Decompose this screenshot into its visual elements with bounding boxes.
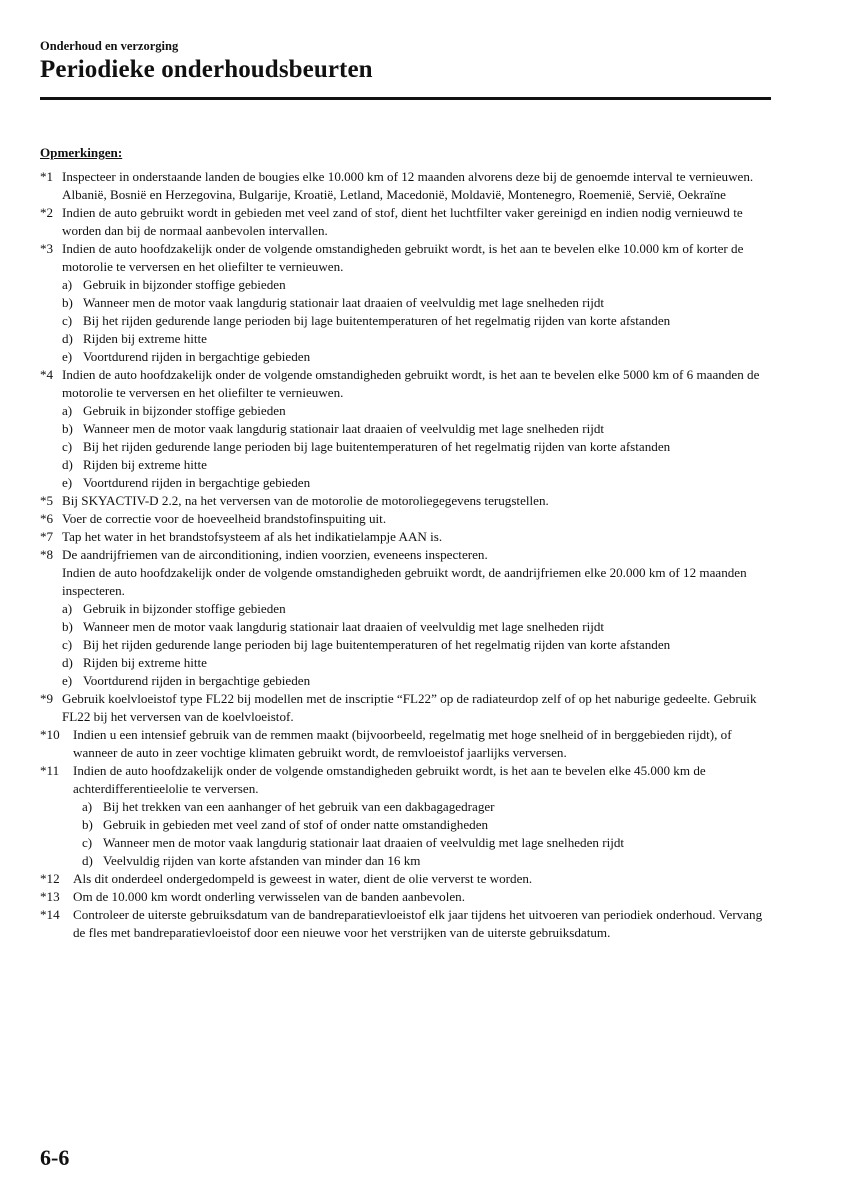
note-marker: *13 bbox=[40, 889, 60, 904]
condition-letter: e) bbox=[62, 673, 73, 688]
condition-text: Bij het rijden gedurende lange perioden bij lage buitentemperaturen of het regelmatig rijden van korte afstanden bbox=[83, 313, 671, 328]
condition-text: Gebruik in bijzonder stoffige gebieden bbox=[83, 277, 286, 292]
condition-text: Voortdurend rijden in bergachtige gebieden bbox=[83, 475, 311, 490]
condition-text: Bij het trekken van een aanhanger of het gebruik van een dakbagagedrager bbox=[103, 799, 495, 814]
condition-text: Gebruik in bijzonder stoffige gebieden bbox=[83, 601, 286, 616]
note-text: Indien de auto hoofdzakelijk onder de volgende omstandigheden gebruikt wordt, is het aan te bevelen elke 45.000 km de achterdifferentieelolie te verversen. bbox=[73, 763, 706, 796]
condition-letter: c) bbox=[62, 439, 73, 454]
condition-letter: a) bbox=[62, 403, 73, 418]
condition-list bbox=[82, 798, 775, 870]
note-item bbox=[40, 888, 775, 906]
note-item bbox=[40, 366, 775, 492]
title-divider bbox=[40, 97, 771, 100]
condition-item bbox=[62, 330, 775, 348]
note-item bbox=[40, 870, 775, 888]
condition-item bbox=[62, 294, 775, 312]
note-text: Gebruik koelvloeistof type FL22 bij modellen met de inscriptie “FL22” op de radiateurdop zelf of op het naburige gedeelte. Gebruik FL22 bij het verversen van de koelvloeistof. bbox=[62, 691, 757, 724]
condition-text: Wanneer men de motor vaak langdurig stationair laat draaien of veelvuldig met lage snelheden rijdt bbox=[83, 295, 605, 310]
condition-item bbox=[62, 420, 775, 438]
note-marker: *4 bbox=[40, 367, 54, 382]
condition-letter: d) bbox=[62, 655, 73, 670]
condition-text: Gebruik in bijzonder stoffige gebieden bbox=[83, 403, 286, 418]
section-label: Onderhoud en verzorging bbox=[40, 39, 179, 53]
note-marker: *12 bbox=[40, 871, 60, 886]
condition-text: Bij het rijden gedurende lange perioden bij lage buitentemperaturen of het regelmatig rijden van korte afstanden bbox=[83, 637, 671, 652]
note-text: Indien de auto hoofdzakelijk onder de volgende omstandigheden gebruikt wordt, is het aan te bevelen elke 10.000 km of korter de motorolie te verversen en het oliefilter te vernieuwen. bbox=[62, 241, 744, 274]
note-item bbox=[40, 510, 775, 528]
condition-text: Wanneer men de motor vaak langdurig stationair laat draaien of veelvuldig met lage snelheden rijdt bbox=[83, 421, 605, 436]
condition-letter: a) bbox=[82, 799, 93, 814]
note-item bbox=[40, 546, 775, 690]
condition-item bbox=[62, 456, 775, 474]
condition-letter: b) bbox=[82, 817, 93, 832]
condition-text: Rijden bij extreme hitte bbox=[83, 655, 207, 670]
note-marker: *7 bbox=[40, 529, 54, 544]
condition-text: Bij het rijden gedurende lange perioden bij lage buitentemperaturen of het regelmatig rijden van korte afstanden bbox=[83, 439, 671, 454]
condition-item bbox=[62, 402, 775, 420]
note-item bbox=[40, 762, 775, 870]
condition-item bbox=[62, 672, 775, 690]
condition-item bbox=[62, 636, 775, 654]
note-item bbox=[40, 528, 775, 546]
note-text: Albanië, Bosnië en Herzegovina, Bulgarije, Kroatië, Letland, Macedonië, Moldavië, Montenegro, Roemenië, Servië, Oekraïne bbox=[62, 187, 726, 202]
note-marker: *6 bbox=[40, 511, 54, 526]
note-text: De aandrijfriemen van de airconditioning, indien voorzien, eveneens inspecteren. bbox=[62, 547, 488, 562]
condition-list bbox=[62, 600, 775, 690]
condition-item bbox=[82, 834, 775, 852]
note-text: Als dit onderdeel ondergedompeld is geweest in water, dient de olie ververst te worden. bbox=[73, 871, 533, 886]
notes-list bbox=[40, 168, 775, 942]
note-item bbox=[40, 690, 775, 726]
note-text: Indien de auto hoofdzakelijk onder de volgende omstandigheden gebruikt wordt, de aandrijfriemen elke 20.000 km of 12 maanden inspecteren. bbox=[62, 565, 747, 598]
condition-letter: b) bbox=[62, 295, 73, 310]
condition-item bbox=[82, 852, 775, 870]
condition-item bbox=[62, 438, 775, 456]
note-text: Indien de auto hoofdzakelijk onder de volgende omstandigheden gebruikt wordt, is het aan te bevelen elke 5000 km of 6 maanden de motorolie te verversen en het oliefilter te vernieuwen. bbox=[62, 367, 760, 400]
condition-letter: c) bbox=[82, 835, 93, 850]
note-marker: *5 bbox=[40, 493, 54, 508]
condition-text: Gebruik in gebieden met veel zand of stof of onder natte omstandigheden bbox=[103, 817, 489, 832]
note-marker: *14 bbox=[40, 907, 60, 922]
condition-letter: a) bbox=[62, 277, 73, 292]
remarks-heading: Opmerkingen: bbox=[40, 145, 123, 160]
condition-item bbox=[62, 312, 775, 330]
condition-item bbox=[62, 618, 775, 636]
note-text: Inspecteer in onderstaande landen de bougies elke 10.000 km of 12 maanden alvorens deze bij de genoemde interval te vernieuwen. bbox=[62, 169, 754, 184]
condition-letter: e) bbox=[62, 475, 73, 490]
condition-item bbox=[62, 600, 775, 618]
note-text: Indien de auto gebruikt wordt in gebieden met veel zand of stof, dient het luchtfilter vaker gereinigd en indien nodig vernieuwd te worden dan bij de normaal aanbevolen intervallen. bbox=[62, 205, 743, 238]
note-marker: *1 bbox=[40, 169, 54, 184]
condition-letter: d) bbox=[82, 853, 93, 868]
note-item bbox=[40, 240, 775, 366]
note-item bbox=[40, 204, 775, 240]
note-text: Bij SKYACTIV-D 2.2, na het verversen van de motorolie de motoroliegegevens terugstellen. bbox=[62, 493, 549, 508]
condition-item bbox=[62, 276, 775, 294]
condition-text: Rijden bij extreme hitte bbox=[83, 331, 207, 346]
note-text: Om de 10.000 km wordt onderling verwisselen van de banden aanbevolen. bbox=[73, 889, 465, 904]
condition-item bbox=[82, 798, 775, 816]
condition-item bbox=[62, 474, 775, 492]
note-item bbox=[40, 492, 775, 510]
condition-text: Wanneer men de motor vaak langdurig stationair laat draaien of veelvuldig met lage snelheden rijdt bbox=[83, 619, 605, 634]
note-text: Tap het water in het brandstofsysteem af als het indikatielampje AAN is. bbox=[62, 529, 443, 544]
note-marker: *9 bbox=[40, 691, 54, 706]
note-marker: *3 bbox=[40, 241, 54, 256]
condition-letter: c) bbox=[62, 313, 73, 328]
note-text: Voer de correctie voor de hoeveelheid brandstofinspuiting uit. bbox=[62, 511, 387, 526]
note-text: Controleer de uiterste gebruiksdatum van de bandreparatievloeistof elk jaar tijdens het uitvoeren van periodiek onderhoud. Vervang de fles met bandreparatievloeistof door een nieuwe voor het verstrijken van de uiterste gebruiksdatum. bbox=[73, 907, 763, 940]
note-item bbox=[40, 726, 775, 762]
note-text: Indien u een intensief gebruik van de remmen maakt (bijvoorbeeld, regelmatig met hoge snelheid of in berggebieden rijdt), of wanneer de auto in zeer vochtige klimaten gebruikt wordt, de remvloeistof jaarlijks verversen. bbox=[73, 727, 732, 760]
condition-letter: b) bbox=[62, 619, 73, 634]
page-title: Periodieke onderhoudsbeurten bbox=[40, 56, 373, 83]
condition-item bbox=[62, 348, 775, 366]
page-number: 6-6 bbox=[40, 1145, 70, 1170]
note-marker: *11 bbox=[40, 763, 60, 778]
note-marker: *2 bbox=[40, 205, 54, 220]
condition-list bbox=[62, 276, 775, 366]
condition-item bbox=[82, 816, 775, 834]
note-marker: *10 bbox=[40, 727, 60, 742]
condition-list bbox=[62, 402, 775, 492]
condition-letter: c) bbox=[62, 637, 73, 652]
condition-letter: d) bbox=[62, 457, 73, 472]
note-marker: *8 bbox=[40, 547, 54, 562]
condition-text: Veelvuldig rijden van korte afstanden van minder dan 16 km bbox=[103, 853, 421, 868]
note-item bbox=[40, 168, 775, 204]
condition-letter: b) bbox=[62, 421, 73, 436]
condition-item bbox=[62, 654, 775, 672]
condition-text: Wanneer men de motor vaak langdurig stationair laat draaien of veelvuldig met lage snelheden rijdt bbox=[103, 835, 625, 850]
condition-text: Voortdurend rijden in bergachtige gebieden bbox=[83, 349, 311, 364]
note-item bbox=[40, 906, 775, 942]
condition-letter: d) bbox=[62, 331, 73, 346]
remarks-section bbox=[40, 144, 775, 942]
condition-text: Rijden bij extreme hitte bbox=[83, 457, 207, 472]
condition-letter: a) bbox=[62, 601, 73, 616]
condition-text: Voortdurend rijden in bergachtige gebieden bbox=[83, 673, 311, 688]
condition-letter: e) bbox=[62, 349, 73, 364]
